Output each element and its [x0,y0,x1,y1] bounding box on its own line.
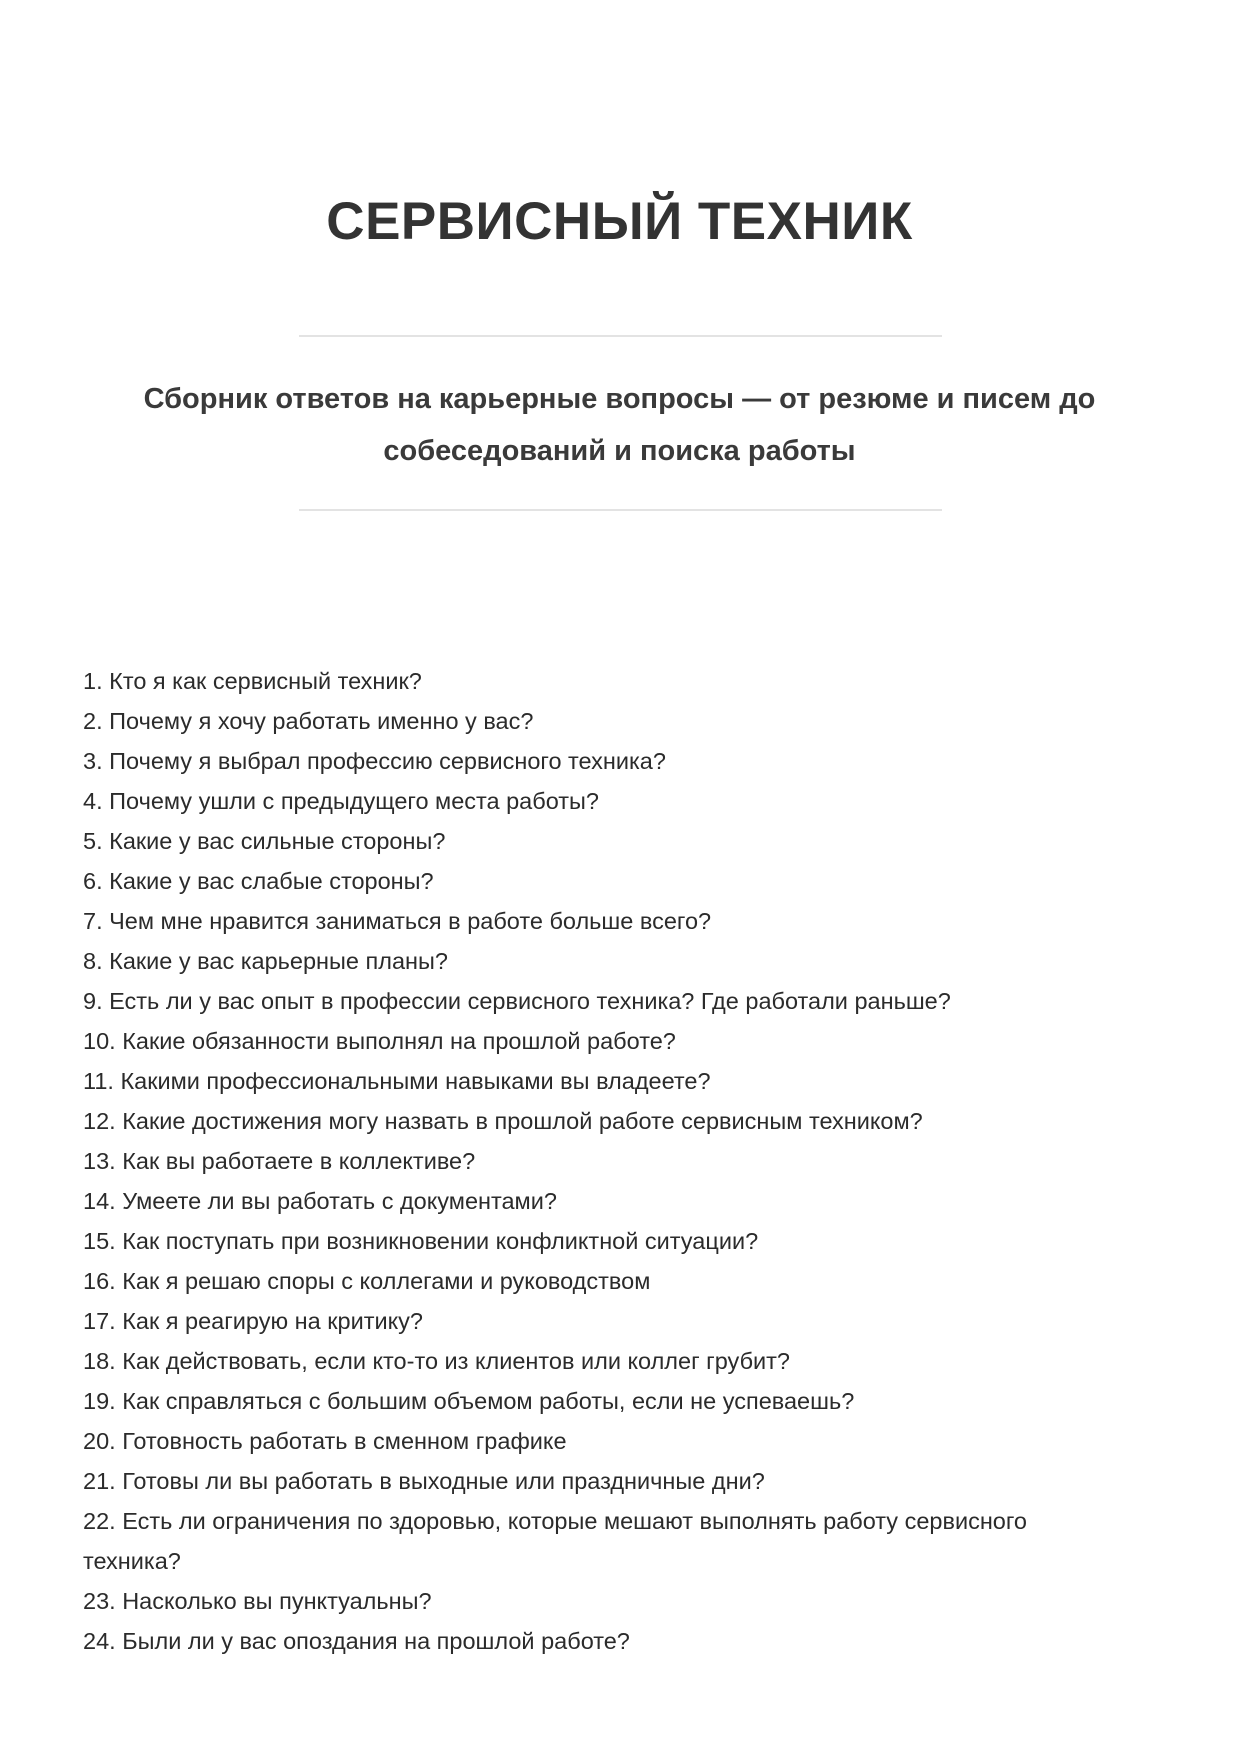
question-item: 23. Насколько вы пунктуальны? [83,1588,432,1614]
question-item: 16. Как я решаю споры с коллегами и руководством [83,1268,651,1294]
question-item: 22. Есть ли ограничения по здоровью, которые мешают выполнять работу сервисного [83,1508,1027,1534]
subtitle-line-2: собеседований и поиска работы [383,435,856,467]
question-item: 15. Как поступать при возникновении конфликтной ситуации? [83,1228,759,1254]
question-item: 8. Какие у вас карьерные планы? [83,948,448,974]
question-item: 11. Какими профессиональными навыками вы владеете? [83,1068,711,1094]
page-subtitle [110,373,1129,477]
question-item: 3. Почему я выбрал профессию сервисного техника? [83,748,666,774]
page-title: СЕРВИСНЫЙ ТЕХНИК [326,192,913,251]
question-item: 19. Как справляться с большим объемом работы, если не успеваешь? [83,1388,855,1414]
question-item: 17. Как я реагирую на критику? [83,1308,423,1334]
subtitle-line-1: Сборник ответов на карьерные вопросы — от резюме и писем до [143,383,1096,415]
question-item: 6. Какие у вас слабые стороны? [83,868,434,894]
question-item: 18. Как действовать, если кто-то из клиентов или коллег грубит? [83,1348,790,1374]
question-item: 2. Почему я хочу работать именно у вас? [83,708,534,734]
question-item-continuation: техника? [83,1548,181,1574]
question-item: 4. Почему ушли с предыдущего места работы? [83,788,599,814]
question-item: 21. Готовы ли вы работать в выходные или праздничные дни? [83,1468,765,1494]
question-item: 14. Умеете ли вы работать с документами? [83,1188,557,1214]
question-item: 24. Были ли у вас опоздания на прошлой работе? [83,1628,630,1654]
question-item: 9. Есть ли у вас опыт в профессии сервисного техника? Где работали раньше? [83,988,951,1014]
divider-top [299,335,942,337]
questions-list [83,661,1143,1661]
question-item: 13. Как вы работаете в коллективе? [83,1148,476,1174]
question-item: 1. Кто я как сервисный техник? [83,668,422,694]
question-item: 10. Какие обязанности выполнял на прошлой работе? [83,1028,676,1054]
divider-bottom [299,509,942,511]
question-item: 12. Какие достижения могу назвать в прошлой работе сервисным техником? [83,1108,923,1134]
question-item: 5. Какие у вас сильные стороны? [83,828,446,854]
question-item: 7. Чем мне нравится заниматься в работе больше всего? [83,908,712,934]
question-item: 20. Готовность работать в сменном графике [83,1428,567,1454]
